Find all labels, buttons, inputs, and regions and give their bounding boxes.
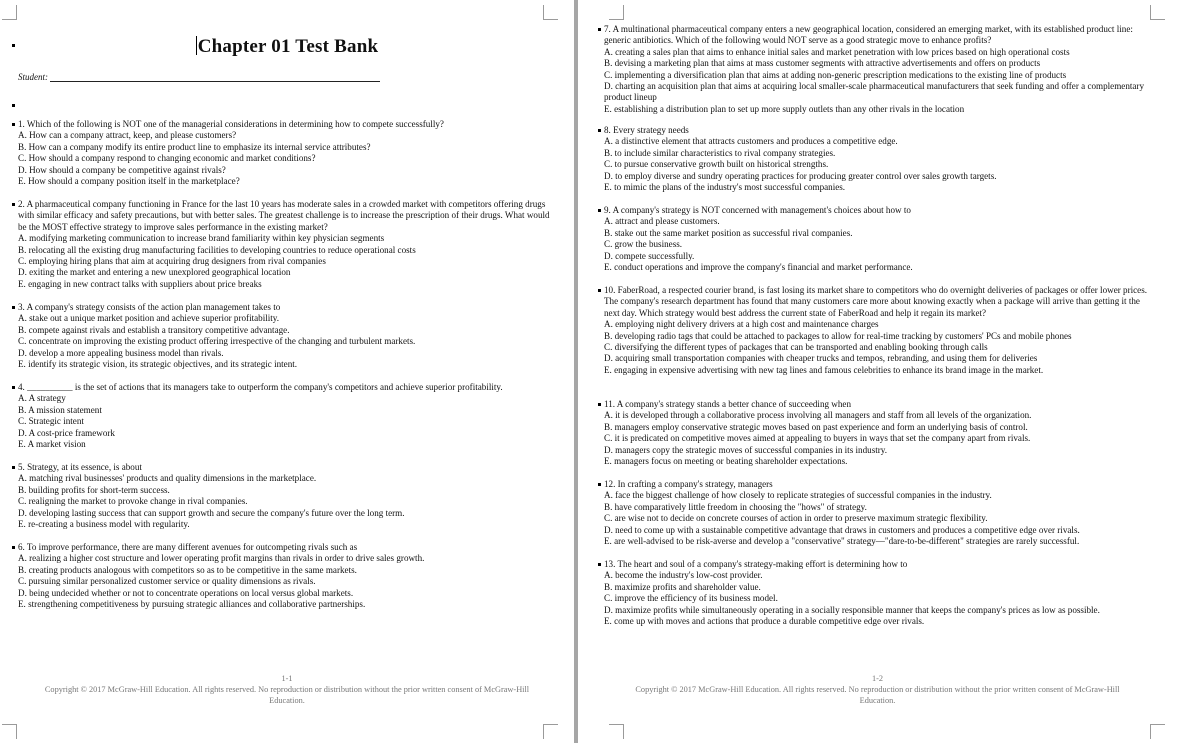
page-number: 1-1 — [281, 674, 293, 683]
answer-option: B. compete against rivals and establish a transitory competitive advantage. — [18, 324, 290, 335]
question-2 — [18, 199, 558, 290]
question-stem: 1. Which of the following is NOT one of the managerial considerations in determining how to compete successfully? — [18, 119, 558, 130]
answer-option: E. come up with moves and actions that produce a durable competitive edge over rivals. — [604, 616, 925, 627]
crop-mark — [609, 5, 624, 20]
document-page-2 — [578, 0, 1177, 743]
crop-mark — [2, 5, 17, 20]
student-name-line[interactable] — [50, 81, 380, 82]
answer-option: A. employing night delivery drivers at a high cost and maintenance charges — [604, 319, 879, 330]
answer-option: C. diversifying the different types of packages that can be transported and enabling booking through calls — [604, 342, 988, 353]
answer-option: D. charting an acquisition plan that aims at acquiring local smaller-scale pharmaceutical manufacturers that seek funding and offer a complementary product lineup — [604, 81, 1145, 103]
paragraph-mark — [12, 104, 15, 107]
copyright-notice: Copyright © 2017 McGraw-Hill Education. All rights reserved. No reproduction or distribution without the prior written consent of McGraw-Hill Education. — [44, 685, 530, 705]
answer-option: A. a distinctive element that attracts customers and produces a competitive edge. — [604, 136, 898, 147]
answer-option: B. How can a company modify its entire product line to emphasize its internal service attributes? — [18, 141, 371, 152]
answer-option: A. face the biggest challenge of how closely to replicate strategies of successful companies in the industry. — [604, 490, 992, 501]
question-3 — [18, 302, 558, 370]
question-4 — [18, 382, 558, 450]
question-stem: 6. To improve performance, there are many different avenues for outcompeting rivals such as — [18, 542, 558, 553]
answer-option: A. creating a sales plan that aims to enhance initial sales and market penetration with low prices based on high operational costs — [604, 46, 1070, 57]
answer-option: C. grow the business. — [604, 239, 683, 250]
question-10 — [604, 285, 1152, 376]
text-cursor — [196, 36, 197, 55]
answer-option: A. attract and please customers. — [604, 216, 720, 227]
answer-option: B. relocating all the existing drug manufacturing facilities to developing countries to reduce operational costs — [18, 244, 416, 255]
answer-option: D. being undecided whether or not to concentrate operations on local versus global markets. — [18, 587, 354, 598]
question-stem: 5. Strategy, at its essence, is about — [18, 462, 558, 473]
crop-mark — [2, 724, 17, 739]
answer-option: B. building profits for short-term success. — [18, 484, 170, 495]
answer-option: E. to mimic the plans of the industry's most successful companies. — [604, 182, 846, 193]
answer-option: B. managers employ conservative strategic moves based on past experience and form an underlying basis of control. — [604, 421, 1028, 432]
answer-option: B. devising a marketing plan that aims at mass customer segments with attractive advertisements and offers on products — [604, 58, 1041, 69]
answer-option: A. become the industry's low-cost provider. — [604, 570, 763, 581]
answer-option: A. How can a company attract, keep, and please customers? — [18, 130, 237, 141]
answer-option: E. strengthening competitiveness by pursuing strategic alliances and collaborative partnerships. — [18, 599, 366, 610]
answer-option: A. realizing a higher cost structure and lower operating profit margins than rivals in order to drive sales growth. — [18, 553, 425, 564]
answer-option: C. implementing a diversification plan that aims at adding non-generic prescription medications to the existing line of products — [604, 69, 1067, 80]
question-7 — [604, 24, 1152, 115]
answer-option: C. improve the efficiency of its business model. — [604, 593, 778, 604]
answer-option: E. A market vision — [18, 439, 86, 450]
answer-option: C. to pursue conservative growth built on historical strengths. — [604, 159, 829, 170]
answer-option: D. exiting the market and entering a new unexplored geographical location — [18, 267, 291, 278]
answer-option: B. maximize profits and shareholder value. — [604, 581, 761, 592]
answer-option: D. compete successfully. — [604, 250, 695, 261]
student-field-label: Student: — [18, 72, 48, 82]
answer-option: C. are wise not to decide on concrete courses of action in order to preserve maximum strategic flexibility. — [604, 513, 988, 524]
question-stem: 10. FaberRoad, a respected courier brand, is fast losing its market share to competitors who do overnight deliveries of packages or offer lower prices. The company's research department has found that many customers care more about knowing exactly when a package will arrive than getting it the next day. Which strategy would best address the current state of FaberRoad and help it regain its market? — [604, 285, 1152, 319]
answer-option: C. concentrate on improving the existing product offering irrespective of the changing and turbulent markets. — [18, 336, 416, 347]
question-stem: 9. A company's strategy is NOT concerned with management's choices about how to — [604, 205, 1152, 216]
answer-option: A. modifying marketing communication to increase brand familiarity within key physician segments — [18, 233, 385, 244]
document-page-1 — [0, 0, 574, 743]
answer-option: B. creating products analogous with competitors so as to be competitive in the same markets. — [18, 564, 357, 575]
question-12 — [604, 479, 1152, 547]
question-8 — [604, 125, 1152, 193]
answer-option: E. managers focus on meeting or beating shareholder expectations. — [604, 456, 848, 467]
answer-option: A. A strategy — [18, 393, 66, 404]
answer-option: D. maximize profits while simultaneously operating in a socially responsible manner that keeps the company's prices as low as possible. — [604, 604, 1100, 615]
answer-option: A. it is developed through a collaborative process involving all managers and staff from all levels of the organization. — [604, 410, 1032, 421]
question-9 — [604, 205, 1152, 273]
answer-option: D. develop a more appealing business model than rivals. — [18, 347, 224, 358]
question-stem: 13. The heart and soul of a company's strategy-making effort is determining how to — [604, 559, 1152, 570]
answer-option: E. engaging in new contract talks with suppliers about price breaks — [18, 278, 262, 289]
page-number: 1-2 — [871, 674, 884, 683]
answer-option: C. realigning the market to provoke change in rival companies. — [18, 496, 248, 507]
question-5 — [18, 462, 558, 530]
answer-option: D. A cost-price framework — [18, 427, 115, 438]
copyright-notice: Copyright © 2017 McGraw-Hill Education. All rights reserved. No reproduction or distribution without the prior written consent of McGraw-Hill Education. — [635, 685, 1120, 705]
answer-option: E. are well-advised to be risk-averse and develop a "conservative" strategy—"dare-to-be-different" strategies are rarely successful. — [604, 536, 1080, 547]
page-footer — [0, 673, 574, 706]
answer-option: B. stake out the same market position as successful rival companies. — [604, 227, 853, 238]
question-stem: 12. In crafting a company's strategy, managers — [604, 479, 1152, 490]
answer-option: B. developing radio tags that could be attached to packages to allow for real-time tracking by customers' PCs and mobile phones — [604, 330, 1072, 341]
question-stem: 7. A multinational pharmaceutical company enters a new geographical location, considered an emerging market, with its established product line: generic antibiotics. Which of the following would NOT serve as a good strategic move to enhance profits? — [604, 24, 1152, 47]
answer-option: C. it is predicated on competitive moves aimed at appealing to buyers in ways that set the company apart from rivals. — [604, 433, 1031, 444]
page-title — [0, 36, 574, 58]
answer-option: A. matching rival businesses' products and quality dimensions in the marketplace. — [18, 473, 317, 484]
answer-option: D. need to come up with a sustainable competitive advantage that draws in customers and produces a competitive edge over rivals. — [604, 524, 1080, 535]
answer-option: C. employing hiring plans that aim at acquiring drug designers from rival companies — [18, 256, 326, 267]
question-stem: 8. Every strategy needs — [604, 125, 1152, 136]
answer-option: D. managers copy the strategic moves of successful companies in its industry. — [604, 444, 888, 455]
question-stem: 4. __________ is the set of actions that its managers take to outperform the company's competitors and achieve superior profitability. — [18, 382, 558, 393]
answer-option: D. to employ diverse and sundry operating practices for producing greater control over sales growth targets. — [604, 170, 997, 181]
question-13 — [604, 559, 1152, 627]
question-1 — [18, 119, 558, 187]
crop-mark — [1150, 724, 1165, 739]
answer-option: E. engaging in expensive advertising with new tag lines and famous celebrities to enhance its brand image in the market. — [604, 364, 1044, 375]
answer-option: B. have comparatively little freedom in choosing the "hows" of strategy. — [604, 501, 867, 512]
answer-option: E. establishing a distribution plan to set up more supply outlets than any other rivals in the location — [604, 103, 965, 114]
answer-option: E. identify its strategic vision, its strategic objectives, and its strategic intent. — [18, 359, 298, 370]
question-11 — [604, 399, 1152, 467]
answer-option: D. How should a company be competitive against rivals? — [18, 164, 226, 175]
answer-option: D. developing lasting success that can support growth and secure the company's future over the long term. — [18, 507, 405, 518]
question-6 — [18, 542, 558, 610]
answer-option: C. How should a company respond to changing economic and market conditions? — [18, 153, 316, 164]
answer-option: B. A mission statement — [18, 404, 102, 415]
answer-option: E. How should a company position itself in the marketplace? — [18, 176, 240, 187]
answer-option: C. pursuing similar personalized customer service or quality dimensions as rivals. — [18, 576, 316, 587]
crop-mark — [543, 724, 558, 739]
answer-option: E. conduct operations and improve the company's financial and market performance. — [604, 262, 913, 273]
answer-option: D. acquiring small transportation companies with cheaper trucks and tempos, rebranding, and using them for deliveries — [604, 353, 1038, 364]
answer-option: E. re-creating a business model with regularity. — [18, 519, 190, 530]
question-stem: 2. A pharmaceutical company functioning in France for the last 10 years has moderate sales in a crowded market with competitors offering drugs with similar efficacy and safety precautions, but with better sales. The greatest challenge is to increase the prescription of their drugs. What would be the MOST effective strategy to improve sales performance in the existing market? — [18, 199, 558, 233]
title-text: Chapter 01 Test Bank — [197, 36, 379, 57]
question-stem: 11. A company's strategy stands a better chance of succeeding when — [604, 399, 1152, 410]
answer-option: B. to include similar characteristics to rival company strategies. — [604, 147, 836, 158]
crop-mark — [1150, 5, 1165, 20]
question-stem: 3. A company's strategy consists of the action plan management takes to — [18, 302, 558, 313]
page-footer — [578, 673, 1177, 706]
answer-option: C. Strategic intent — [18, 416, 84, 427]
crop-mark — [609, 724, 624, 739]
crop-mark — [543, 5, 558, 20]
answer-option: A. stake out a unique market position and achieve superior profitability. — [18, 313, 280, 324]
